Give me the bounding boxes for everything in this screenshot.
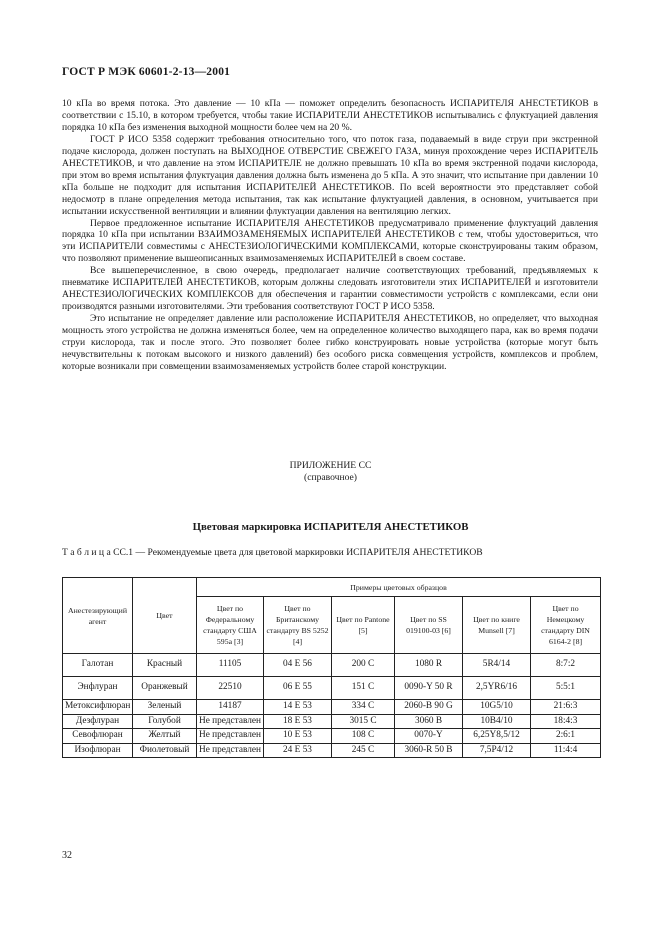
cell-fed-std: 14187 [197,700,264,715]
cell-bs: 06 E 55 [264,677,332,700]
paragraph: ГОСТ Р ИСО 5358 содержит требования относительно того, что поток газа, подаваемый в виде струи при экстренной подаче кислорода, должен поступать на ВЫХОДНОЕ ОТВЕРСТИЕ СВЕЖЕГО ГАЗА, минуя прохождение через ИСПАРИТЕЛЬ АНЕСТЕТИКОВ, и что давление на этом ИСПАРИТЕЛЕ не должно превышать 10 кПа во время экстренной подачи кислорода, при этом во время испытания флуктуация давления должна быть изменена до 5 кПа. А это значит, что испытание при давлении 10 кПа больше не подходит для испытания ИСПАРИТЕЛЕЙ АНЕСТЕТИКОВ. По всей вероятности это представляет собой недосмотр в плане определения метода испытания, так как испытание флуктуацией давления, в основном, учитывается при испытании искусственной вентиляции и влиянии флуктуации давления на вентиляцию легких. [62,133,598,217]
cell-munsell: 6,25Y8,5/12 [463,729,531,744]
header-fed-std: Цвет по Федеральному стандарту США 595а [3] [197,597,264,654]
cell-pantone: 245 C [332,743,395,758]
cell-din: 2:6:1 [531,729,601,744]
header-ss: Цвет по SS 019100-03 [6] [395,597,463,654]
paragraph: Первое предложенное испытание ИСПАРИТЕЛЯ АНЕСТЕТИКОВ предусматривало применение флуктуаций давления порядка 10 кПа при испытании ВЗАИМОЗАМЕНЯЕМЫХ ИСПАРИТЕЛЕЙ АНЕСТЕТИКОВ с тем, чтобы удостовериться, что эти ИСПАРИТЕЛИ совместимы с АНЕСТЕЗИОЛОГИЧЕСКИМИ КОМПЛЕКСАМИ, которые сконструированы таким образом, что позволяют применение вышеописанных взаимозаменяемых ИСПАРИТЕЛЕЙ в своем составе. [62,217,598,265]
section-title: Цветовая маркировка ИСПАРИТЕЛЯ АНЕСТЕТИКОВ [192,521,469,533]
cell-agent: Метоксифлюран [63,700,133,715]
cell-pantone: 108 C [332,729,395,744]
header-pantone: Цвет по Pantone [5] [332,597,395,654]
cell-ss: 3060 B [395,714,463,729]
cell-color: Голубой [133,714,197,729]
cell-color: Оранжевый [133,677,197,700]
cell-din: 21:6:3 [531,700,601,715]
cell-bs: 18 E 53 [264,714,332,729]
paragraph: Все вышеперечисленное, в свою очередь, предполагает наличие соответствующих требований, предъявляемых к пневматике ИСПАРИТЕЛЕЙ АНЕСТЕТИКОВ, которым должны следовать изготовители этих ИСПАРИТЕЛЕЙ и изготовители АНЕСТЕЗИОЛОГИЧЕСКИХ КОМПЛЕКСОВ для обеспечения и гарантии совместимости устройств с комплексами, если они производятся разными изготовителями. Эти требования соответствуют ГОСТ Р ИСО 5358. [62,265,598,313]
cell-pantone: 334 C [332,700,395,715]
cell-fed-std: Не представлен [197,729,264,744]
cell-pantone: 3015 C [332,714,395,729]
cell-color: Фиолетовый [133,743,197,758]
table-row [63,714,601,729]
cell-munsell: 2,5YR6/16 [463,677,531,700]
table-caption: Т а б л и ц а СС.1 — Рекомендуемые цвета для цветовой маркировки ИСПАРИТЕЛЯ АНЕСТЕТИКОВ [62,547,483,558]
table-row [63,729,601,744]
cell-ss: 3060-R 50 B [395,743,463,758]
cell-pantone: 151 C [332,677,395,700]
cell-munsell: 10G5/10 [463,700,531,715]
cell-ss: 2060-B 90 G [395,700,463,715]
page-number: 32 [62,850,72,861]
cell-pantone: 200 C [332,654,395,677]
cell-din: 11:4:4 [531,743,601,758]
cell-bs: 10 E 53 [264,729,332,744]
cell-color: Зеленый [133,700,197,715]
cell-agent: Севофлюран [63,729,133,744]
cell-fed-std: 11105 [197,654,264,677]
cell-bs: 24 E 53 [264,743,332,758]
table-row [63,654,601,677]
header-bs: Цвет по Британскому стандарту BS 5252 [4] [264,597,332,654]
paragraph: Это испытание не определяет давление или расположение ИСПАРИТЕЛЯ АНЕСТЕТИКОВ, но определяет, что выходная мощность этого устройства не должна изменяться более, чем на определенное количество выходящего пара, как во время подачи струи кислорода, так и после этого. Это позволяет более гибко конструировать новые устройства (которые могут быть нечувствительны к потокам высокого и низкого давлений) без особого риска совмещения устройств, комплексов и проблем, которые возникали при совмещении взаимозаменяемых устройств более старой конструкции. [62,313,598,372]
cell-din: 5:5:1 [531,677,601,700]
cell-din: 8:7:2 [531,654,601,677]
cell-munsell: 10B4/10 [463,714,531,729]
cell-bs: 04 E 56 [264,654,332,677]
cell-ss: 0070-Y [395,729,463,744]
cell-din: 18:4:3 [531,714,601,729]
cell-fed-std: Не представлен [197,714,264,729]
cell-agent: Изофлюран [63,743,133,758]
cell-fed-std: 22510 [197,677,264,700]
body-text [62,98,598,373]
cell-ss: 1080 R [395,654,463,677]
table-row [63,743,601,758]
cell-agent: Энфлуран [63,677,133,700]
header-munsell: Цвет по книге Munsell [7] [463,597,531,654]
cell-agent: Галотан [63,654,133,677]
cell-agent: Дезфлуран [63,714,133,729]
document-header: ГОСТ Р МЭК 60601-2-13—2001 [62,66,231,78]
table-row [63,700,601,715]
cell-color: Желтый [133,729,197,744]
cell-color: Красный [133,654,197,677]
cell-bs: 14 E 53 [264,700,332,715]
cell-ss: 0090-Y 50 R [395,677,463,700]
cell-munsell: 5R4/14 [463,654,531,677]
header-samples-group: Примеры цветовых образцов [197,578,601,597]
header-agent: Анестезирующий агент [63,578,133,654]
cell-fed-std: Не представлен [197,743,264,758]
cell-munsell: 7,5P4/12 [463,743,531,758]
header-din: Цвет по Немецкому стандарту DIN 6164-2 [8] [531,597,601,654]
header-color: Цвет [133,578,197,654]
color-coding-table [62,577,601,758]
paragraph: 10 кПа во время потока. Это давление — 10 кПа — поможет определить безопасность ИСПАРИТЕЛЯ АНЕСТЕТИКОВ в соответствии с 15.10, в котором требуется, чтобы такие ИСПАРИТЕЛИ АНЕСТЕТИКОВ испытывались с флуктуацией давления порядка 10 кПа без изменения выходной мощности более чем на 20 %. [62,98,598,133]
table-row [63,677,601,700]
annex-title: ПРИЛОЖЕНИЕ СС [289,460,372,471]
annex-subtitle: (справочное) [304,472,357,483]
